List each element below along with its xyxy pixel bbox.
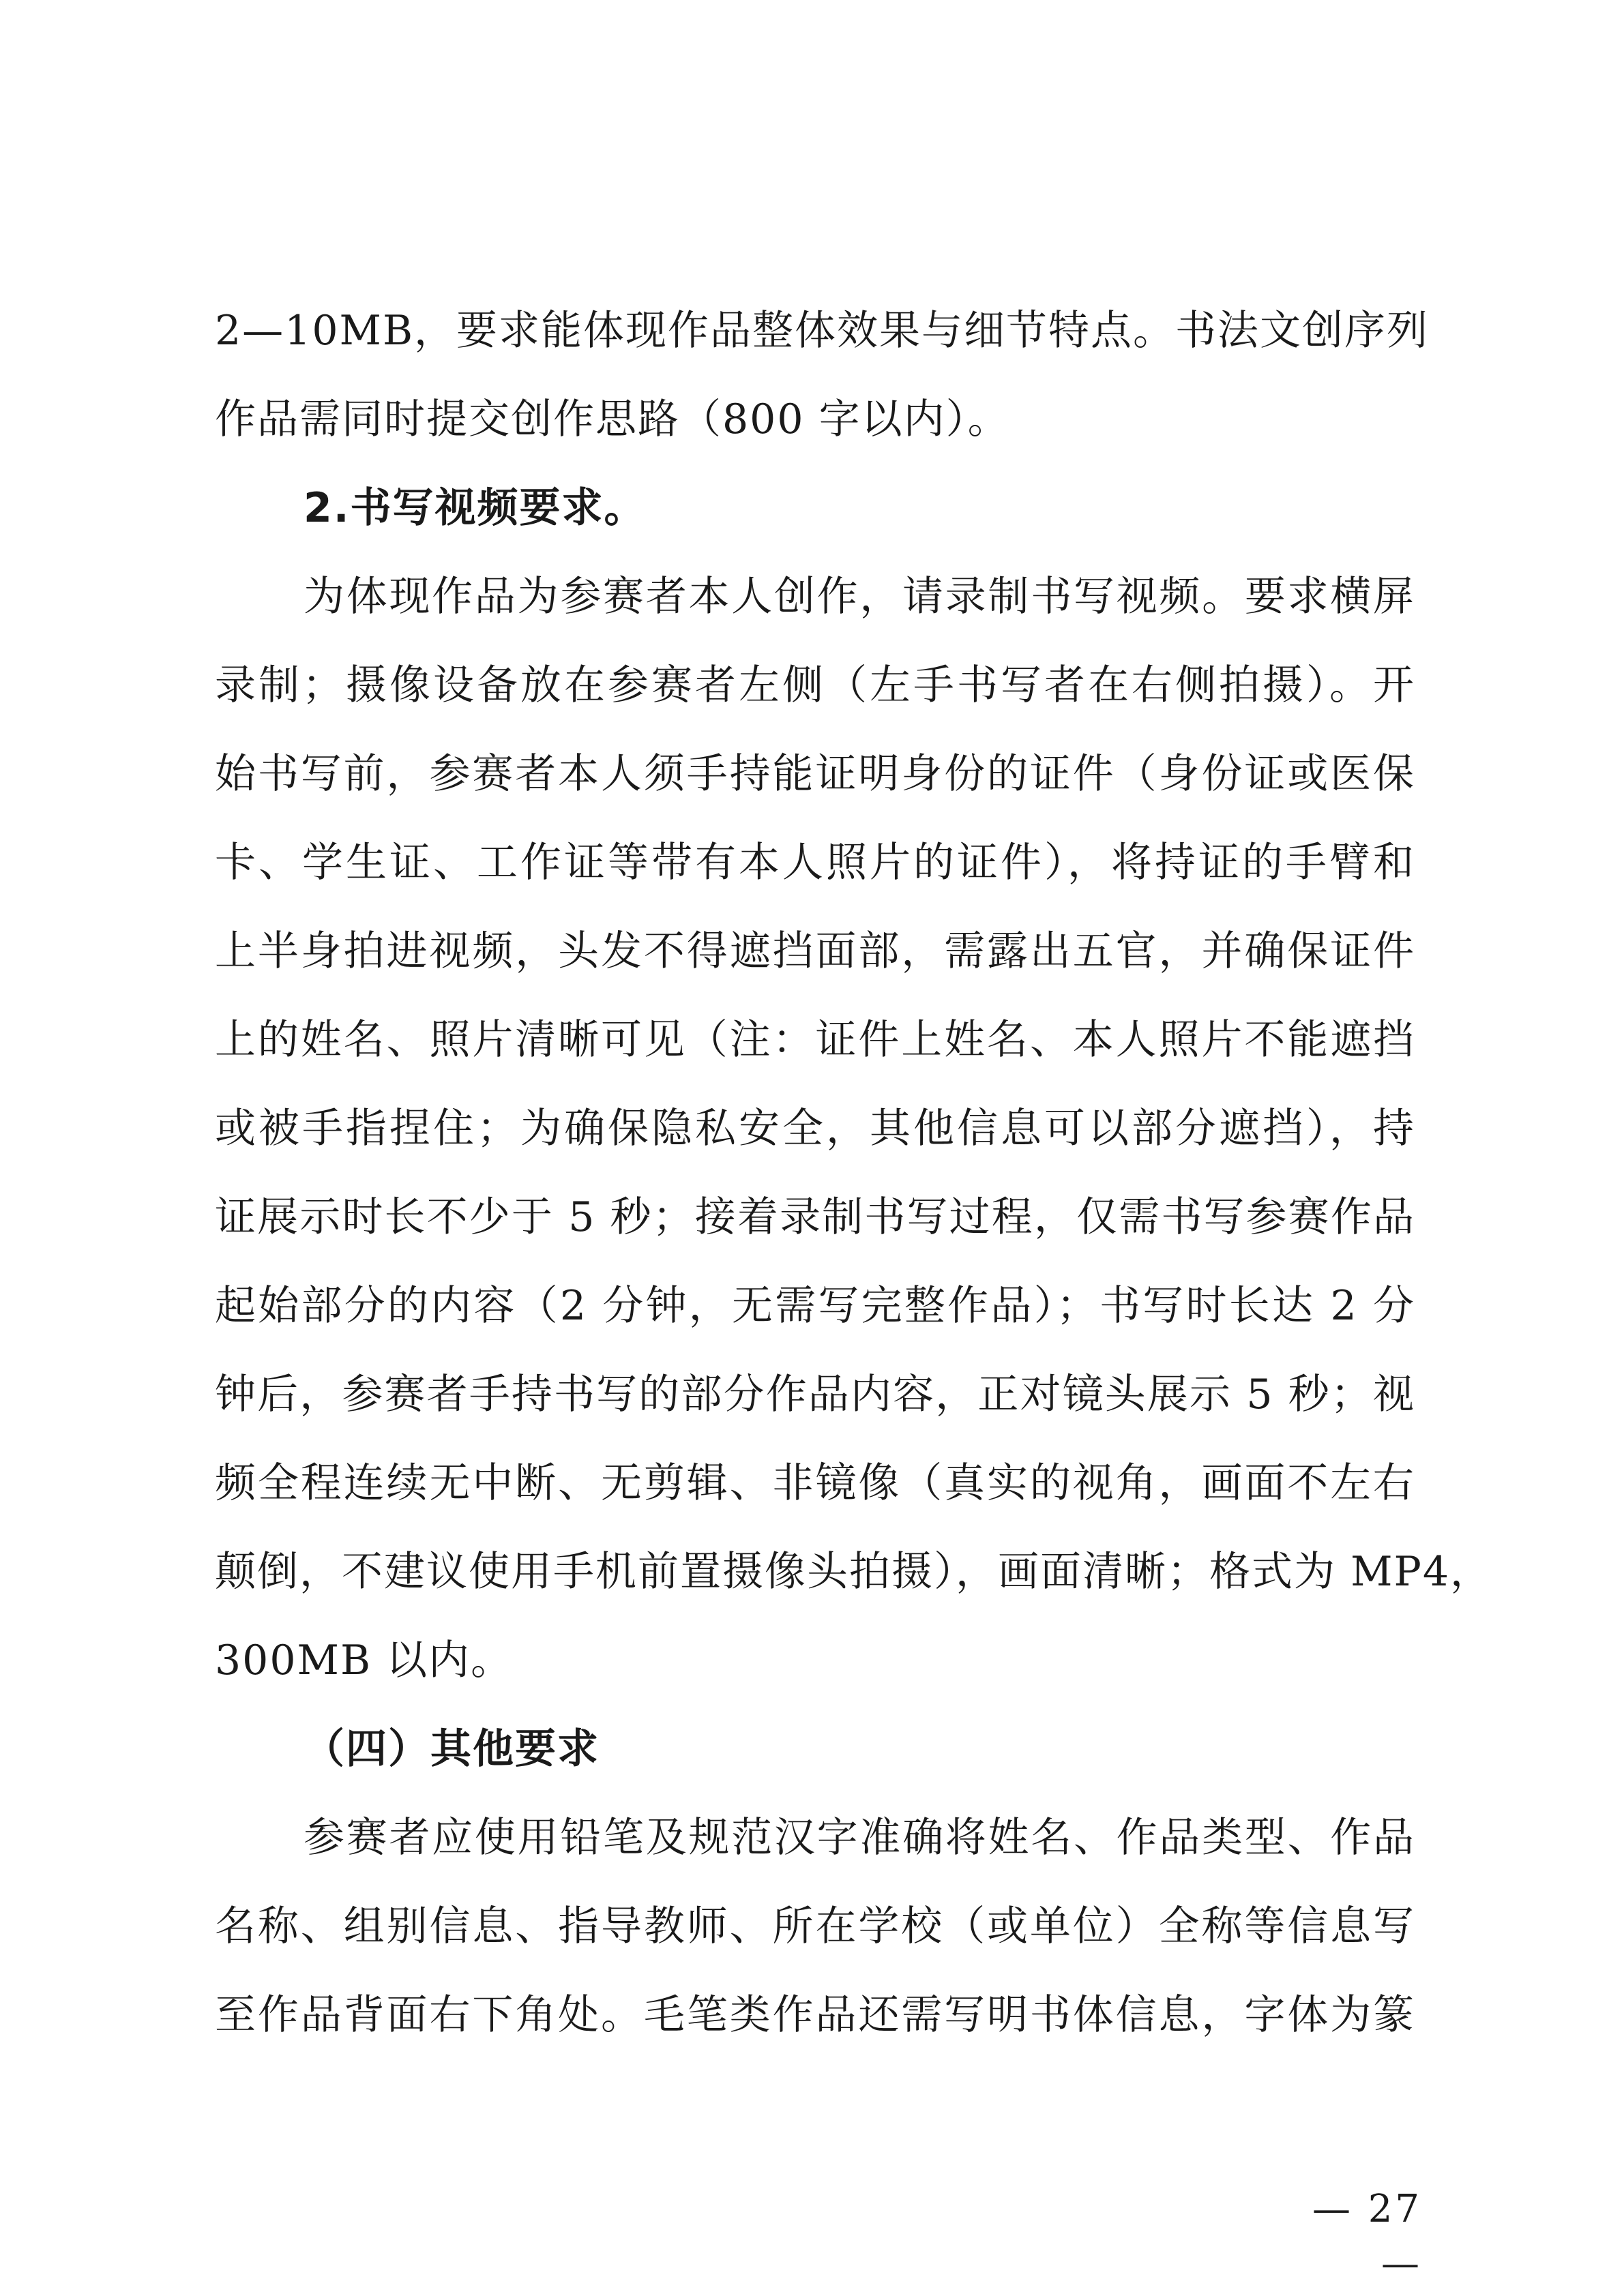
paragraph-line: 卡、学生证、工作证等带有本人照片的证件），将持证的手臂和 — [215, 839, 1415, 886]
paragraph-line: 参赛者应使用铅笔及规范汉字准确将姓名、作品类型、作品 — [304, 1814, 1415, 1862]
paragraph-line: 频全程连续无中断、无剪辑、非镜像（真实的视角，画面不左右 — [215, 1459, 1415, 1507]
page-number: — 27 — — [1312, 2187, 1422, 2286]
paragraph-line: 300MB 以内。 — [215, 1637, 514, 1684]
document-body — [215, 286, 1493, 2059]
paragraph-line: 上的姓名、照片清晰可见（注：证件上姓名、本人照片不能遮挡 — [215, 1016, 1415, 1064]
paragraph-line: 录制；摄像设备放在参赛者左侧（左手书写者在右侧拍摄）。开 — [215, 661, 1415, 709]
paragraph-line: 证展示时长不少于 5 秒；接着录制书写过程，仅需书写参赛作品 — [215, 1193, 1415, 1241]
paragraph-line: 钟后，参赛者手持书写的部分作品内容，正对镜头展示 5 秒；视 — [215, 1371, 1415, 1418]
paragraph-line: 作品需同时提交创作思路（800 字以内）。 — [215, 396, 1010, 443]
section-heading-other-requirements: （四）其他要求 — [304, 1725, 600, 1773]
subheading-writing-video: 2.书写视频要求。 — [304, 484, 647, 532]
paragraph-line: 起始部分的内容（2 分钟，无需写完整作品）；书写时长达 2 分 — [215, 1282, 1415, 1330]
paragraph-line: 始书写前，参赛者本人须手持能证明身份的证件（身份证或医保 — [215, 750, 1415, 798]
paragraph-line: 名称、组别信息、指导教师、所在学校（或单位）全称等信息写 — [215, 1903, 1415, 1950]
paragraph-line: 或被手指捏住；为确保隐私安全，其他信息可以部分遮挡），持 — [215, 1105, 1415, 1152]
paragraph-line: 为体现作品为参赛者本人创作，请录制书写视频。要求横屏 — [304, 573, 1415, 621]
paragraph-line: 至作品背面右下角处。毛笔类作品还需写明书体信息，字体为篆 — [215, 1991, 1415, 2039]
paragraph-line: 2—10MB，要求能体现作品整体效果与细节特点。书法文创序列 — [215, 307, 1430, 355]
paragraph-line: 上半身拍进视频，头发不得遮挡面部，需露出五官，并确保证件 — [215, 927, 1415, 975]
paragraph-line: 颠倒，不建议使用手机前置摄像头拍摄），画面清晰；格式为 MP4， — [215, 1548, 1493, 1596]
